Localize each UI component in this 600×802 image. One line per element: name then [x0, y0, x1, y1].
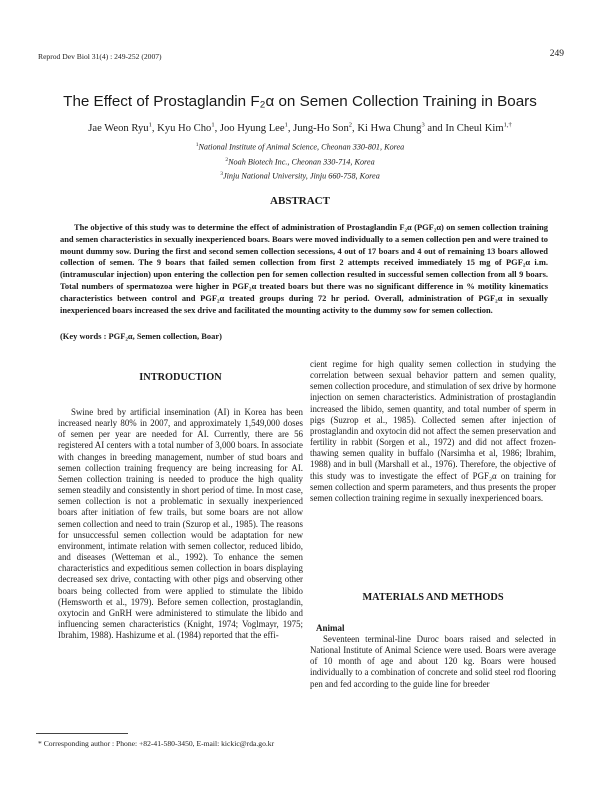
introduction-body: Swine bred by artificial insemination (AI) in Korea has been increased nearly 80% in 2007, and approximately 1,549,000 doses of semen per year are needed for AI. Currently, there are 56 registered AI centers with a total number of 3,000 boars. In associate with changes in breeding management, number of stud boars and semen collection training frequency are being increasing for AI. Semen collection training is needed to produce the high quality semen steadily and consistently in short period of time. In most case, semen collection is not a problematic in sexually inexperienced boars after initiation of few trails, but some boars are not allow semen collection and need to train (Szurop et al., 1985). The reasons for unsuccessful semen collection would be adaptation for new environment, intimate relation with semen collector, reduced libido, and diseases (Wetteman et al., 1992). To enhance the semen characteristics and expeditious semen collection in boars displaying decreased sex drive, contacting with other pigs and observing other boars being collected from were applied to stimulate the libido (Hemsworth et al., 1979). Before semen collection, prostaglandin, oxytocin and GnRH were administered to stimulate the libido and influencing semen characteristics (Knight, 1974; Voglmayr, 1975; Ibrahim, 1988). Hashizume et al. (1984) reported that the effi-	[58, 407, 303, 641]
introduction-heading: INTRODUCTION	[139, 372, 222, 383]
author: Jae Weon Ryu$^1$,	[88, 121, 158, 134]
footnote-divider	[36, 733, 128, 734]
affiliations	[0, 139, 600, 183]
abstract-text: The objective of this study was to determine the effect of administration of Prostaglandin F₂α (PGF₂α) on semen collection training and semen characteristics in sexually inexperienced boars. Boars were moved individually to a semen collection pen and were trained to mount dummy sow. During the first and second semen collection secessions, 4 out of 17 boars and 4 out of remaining 13 boars allowed collection of semen. The 9 boars that failed semen collection from first 2 attempts received immediately 15 mg of PGF₂α i.m. (intramuscular injection) upon entering the collection pen for semen collection resulted in successful semen collection from all 9 boars. Total numbers of spermatozoa were higher in PGF₂α treated boars but there was no significant difference in % motility kinematics characteristics between control and PGF₂α treated groups during 72 hr period. Overall, administration of PGF₂α in sexually inexperienced boars increased the sex drive and facilitated the mounting activity to the dummy sow for semen collection.	[60, 222, 548, 315]
page-number: 249	[549, 49, 564, 59]
affiliation: $^3$Jinju National University, Jinju 660-758, Korea	[220, 171, 380, 182]
paper-title: The Effect of Prostaglandin F₂α on Semen Collection Training in Boars	[63, 93, 537, 110]
affiliation: $^2$Noah Biotech Inc., Cheonan 330-714, Korea	[225, 156, 375, 167]
author: In Cheul Kim$^{1,\dagger}$	[445, 121, 512, 134]
introduction-continued: cient regime for high quality semen collection in studying the correlation between sexual behavior pattern and semen quality, semen collection procedure, and stimulation of sex drive by hormone injection on semen characteristics. Administration of prostaglandin increased the libido, semen quantity, and total number of sperm in pigs (Suzrop et al., 1985). Collected semen after injection of prostaglandin and oxytocin did not affect the semen preservation and fertility in rabbit (Sorgen et al., 1972) and did not affect frozen-thawing semen quality in buffalo (Narsimha et al, 1986; Ibrahim, 1988) and in bull (Marshall et al., 1976). Therefore, the objective of this study was to investigate the effect of PGF₂α on training for semen collection and sperm parameters, and thus presents the proper semen collection training regime in sexually inexperienced boars.	[310, 359, 556, 503]
running-head: Reprod Dev Biol 31(4) : 249-252 (2007)	[38, 52, 162, 61]
methods-heading: MATERIALS AND METHODS	[362, 592, 504, 603]
keywords: (Key words : PGF₂α, Semen collection, Boar)	[60, 331, 222, 341]
abstract-heading: ABSTRACT	[270, 195, 330, 207]
affiliation: $^1$National Institute of Animal Science, Cheonan 330-801, Korea	[195, 142, 405, 152]
corresponding-author-footnote: * Corresponding author : Phone: +82-41-580-3450, E-mail: kickic@rda.go.kr	[38, 739, 275, 748]
animal-subheading: Animal	[316, 623, 345, 633]
animal-body: Seventeen terminal-line Duroc boars raised and selected in National Institute of Animal Science were used. Boars were average of 10 month of age and about 120 kg. Boars were housed individually to a combination of concrete and solid steel rod flooring pen and fed according to the guide line for breeder	[310, 634, 556, 689]
author: Jung-Ho Son$^2$,	[293, 121, 358, 134]
author: Ki Hwa Chung$^3$ and	[357, 121, 446, 134]
author: Kyu Ho Cho$^1$,	[157, 121, 220, 134]
author-list	[0, 121, 600, 134]
author: Joo Hyung Lee$^1$,	[219, 121, 294, 134]
